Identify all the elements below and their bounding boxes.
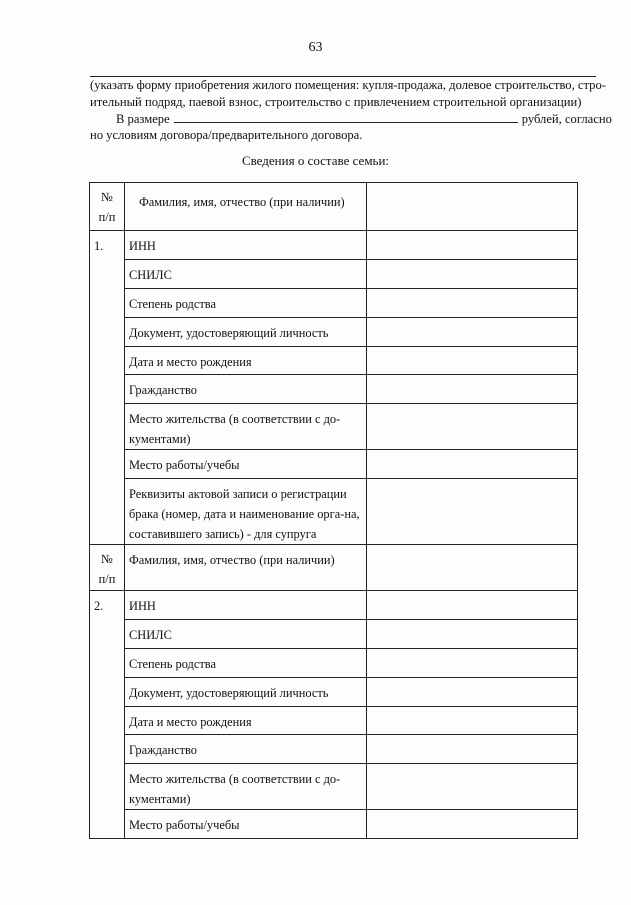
- field-value-cell[interactable]: [367, 810, 578, 839]
- table-row: [90, 764, 578, 810]
- field-label-cell: [125, 649, 367, 678]
- amount-suffix: рублей, согласно: [521, 112, 612, 126]
- amount-prefix: В размере: [116, 112, 170, 126]
- member-2-number-cell: [90, 591, 125, 839]
- field-value-cell[interactable]: [367, 318, 578, 347]
- table-row: [90, 591, 578, 620]
- field-label: Гражданство: [129, 383, 197, 397]
- contract-terms-line: но условиям договора/предварительного договора.: [90, 128, 363, 142]
- table-row: [90, 678, 578, 707]
- form-type-hint-line-2: ительный подряд, паевой взнос, строительство с привлечением строительной организации): [90, 95, 582, 109]
- member-2-header-name-cell: [125, 545, 367, 591]
- field-label-cell: [125, 289, 367, 318]
- field-label-cell: [125, 620, 367, 649]
- field-label-cell: [125, 260, 367, 289]
- field-label-cell: [125, 404, 367, 450]
- field-label-cell: [125, 810, 367, 839]
- field-value-cell[interactable]: [367, 649, 578, 678]
- member-2-header-name-label: Фамилия, имя, отчество (при наличии): [129, 553, 335, 567]
- field-value-cell[interactable]: [367, 260, 578, 289]
- field-label: Место жительства (в соответствии с до-кументами): [129, 412, 341, 446]
- field-value-cell[interactable]: [367, 620, 578, 649]
- table-row: [90, 318, 578, 347]
- field-label: Степень родства: [129, 297, 216, 311]
- field-label: СНИЛС: [129, 268, 172, 282]
- header-name-value-cell[interactable]: [367, 183, 578, 231]
- field-value-cell[interactable]: [367, 450, 578, 479]
- field-label-cell: [125, 479, 367, 545]
- table-row: [90, 649, 578, 678]
- member-2-header-number-label: №: [101, 552, 113, 566]
- field-label: Реквизиты актовой записи о регистрации брака (номер, дата и наименование орга-на, составившего запись) - для супруга: [129, 487, 360, 541]
- field-label-cell: [125, 318, 367, 347]
- table-row: [90, 404, 578, 450]
- header-number-cell: [90, 183, 125, 231]
- field-label: Документ, удостоверяющий личность: [129, 326, 329, 340]
- page-number: 63: [308, 40, 323, 55]
- amount-blank[interactable]: [174, 111, 518, 123]
- field-label-cell: [125, 707, 367, 735]
- table-row: [90, 620, 578, 649]
- table-row: [90, 375, 578, 404]
- field-label-cell: [125, 735, 367, 764]
- field-label-cell: [125, 375, 367, 404]
- field-label: Гражданство: [129, 743, 197, 757]
- field-label: Степень родства: [129, 657, 216, 671]
- form-type-hint-line-1: (указать форму приобретения жилого помещения: купля-продажа, долевое строительство, стро-: [90, 78, 606, 92]
- field-label: Место работы/учебы: [129, 458, 240, 472]
- member-2-header-row: [90, 545, 578, 591]
- member-2-number: 2.: [94, 599, 104, 613]
- header-name-cell: [125, 183, 367, 231]
- table-row: [90, 707, 578, 735]
- table-row: [90, 735, 578, 764]
- field-value-cell[interactable]: [367, 707, 578, 735]
- field-value-cell[interactable]: [367, 347, 578, 375]
- table-row: [90, 450, 578, 479]
- member-2-header-number-sublabel: п/п: [98, 572, 116, 586]
- member-2-header-number-cell: [90, 545, 125, 591]
- field-value-cell[interactable]: [367, 678, 578, 707]
- field-label-cell: [125, 450, 367, 479]
- family-composition-table: [89, 182, 578, 839]
- table-row: [90, 347, 578, 375]
- field-value-cell[interactable]: [367, 735, 578, 764]
- field-label: ИНН: [129, 239, 156, 253]
- field-label-cell: [125, 764, 367, 810]
- header-number-sublabel: п/п: [98, 210, 116, 224]
- field-value-cell[interactable]: [367, 289, 578, 318]
- field-label-cell: [125, 231, 367, 260]
- field-value-cell[interactable]: [367, 764, 578, 810]
- field-value-cell[interactable]: [367, 479, 578, 545]
- field-label: ИНН: [129, 599, 156, 613]
- field-label: Документ, удостоверяющий личность: [129, 686, 329, 700]
- member-1-number: 1.: [94, 239, 104, 253]
- field-value-cell[interactable]: [367, 591, 578, 620]
- field-label-cell: [125, 678, 367, 707]
- field-label: Место жительства (в соответствии с до-кументами): [129, 772, 341, 806]
- field-value-cell[interactable]: [367, 375, 578, 404]
- table-row: [90, 810, 578, 839]
- field-label-cell: [125, 347, 367, 375]
- table-header-row: [90, 183, 578, 231]
- member-2-name-value-cell[interactable]: [367, 545, 578, 591]
- amount-line: [116, 111, 612, 127]
- table-row: [90, 260, 578, 289]
- table-row: [90, 231, 578, 260]
- member-1-number-cell: [90, 231, 125, 545]
- section-title: Сведения о составе семьи:: [241, 153, 390, 168]
- field-value-cell[interactable]: [367, 404, 578, 450]
- field-label: Дата и место рождения: [129, 715, 252, 729]
- table-row: [90, 289, 578, 318]
- field-label: Дата и место рождения: [129, 355, 252, 369]
- field-value-cell[interactable]: [367, 231, 578, 260]
- field-label: Место работы/учебы: [129, 818, 240, 832]
- header-number-label: №: [101, 190, 113, 204]
- table-row: [90, 479, 578, 545]
- field-label: СНИЛС: [129, 628, 172, 642]
- header-name-label: Фамилия, имя, отчество (при наличии): [139, 195, 345, 209]
- field-label-cell: [125, 591, 367, 620]
